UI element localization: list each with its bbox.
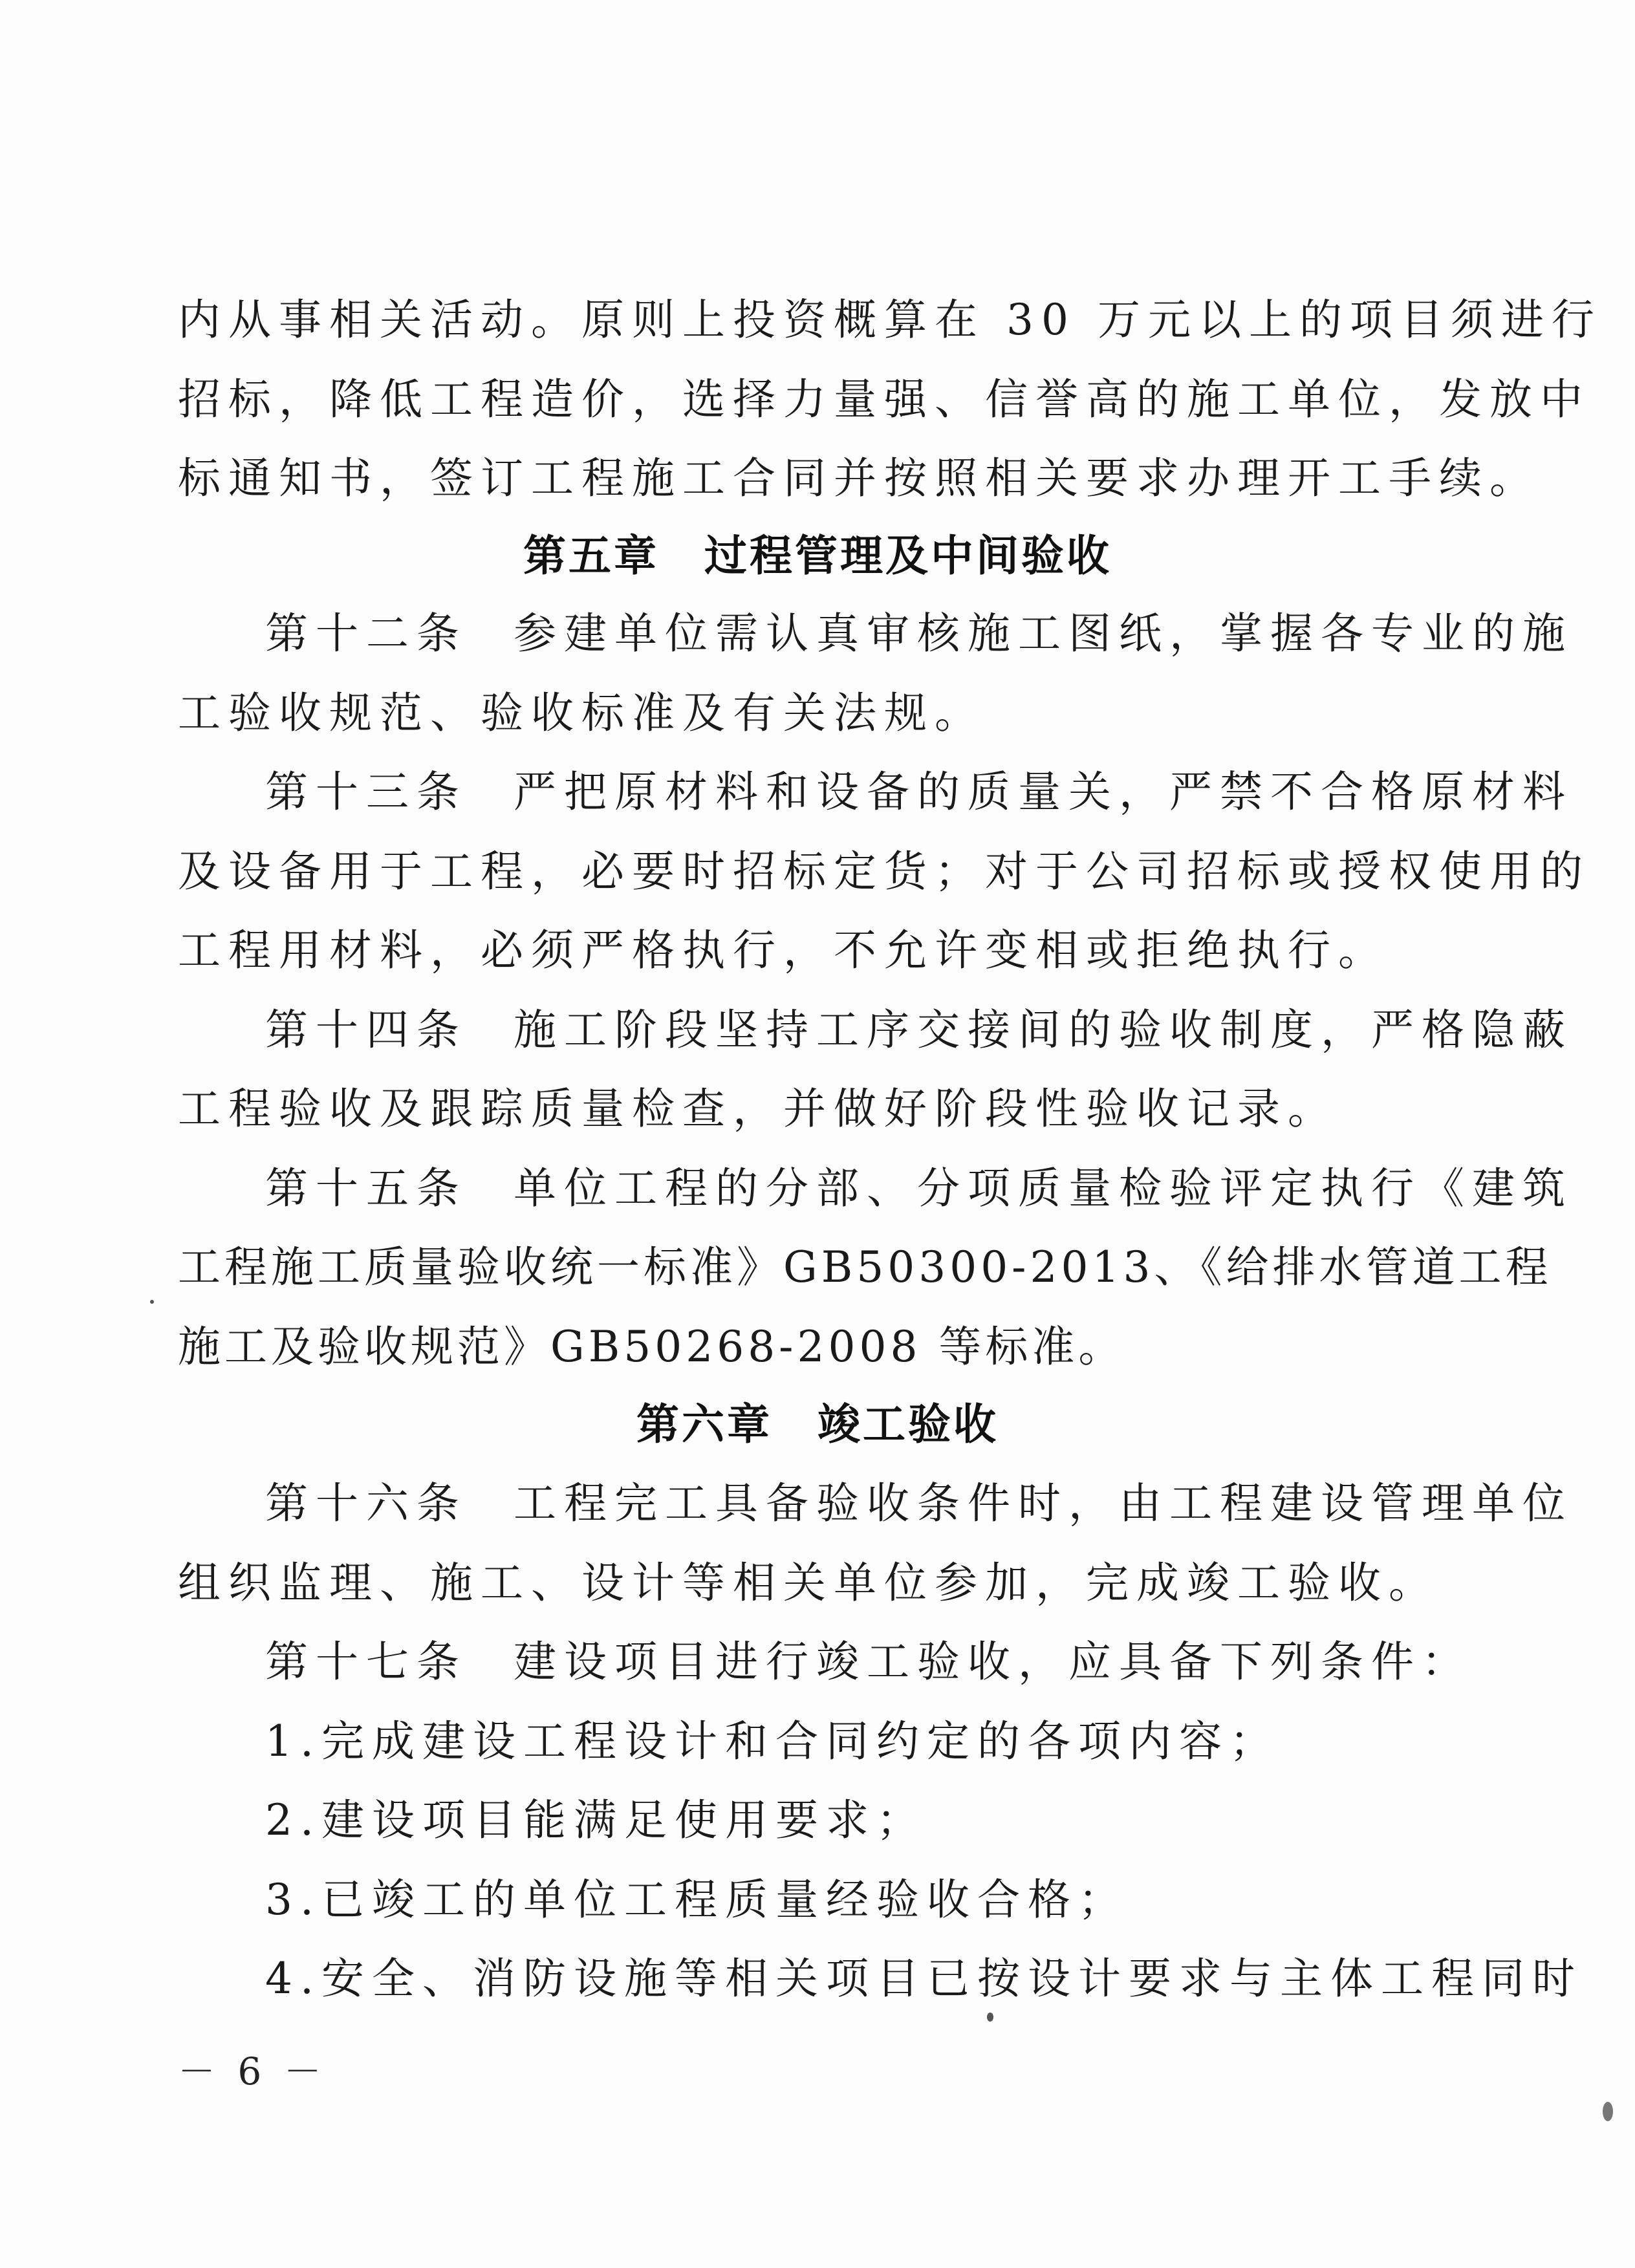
article-text: 严把原材料和设备的质量关，严禁不合格原材料: [514, 767, 1573, 817]
page-number: － 6 －: [178, 2049, 327, 2093]
chapter-heading: 第五章 过程管理及中间验收: [523, 531, 1112, 581]
list-item: 1.完成建设工程设计和合同约定的各项内容；: [265, 1716, 1280, 1766]
article-17: [265, 1636, 1472, 1688]
paragraph-line: 组织监理、施工、设计等相关单位参加，完成竣工验收。: [178, 1558, 1439, 1608]
scan-speck: [987, 2013, 993, 2022]
list-item: 4.安全、消防设施等相关项目已按设计要求与主体工程同时: [265, 1954, 1583, 2003]
paragraph-line: 工验收规范、验收标准及有关法规。: [178, 688, 985, 738]
paragraph-line: 内从事相关活动。原则上投资概算在 30 万元以上的项目须进行: [178, 295, 1602, 345]
article-number: 第十六条: [265, 1478, 467, 1528]
article-text: 施工阶段坚持工序交接间的验收制度，严格隐蔽: [514, 1005, 1573, 1055]
paragraph-line: 标通知书，签订工程施工合同并按照相关要求办理开工手续。: [178, 453, 1540, 503]
article-number: 第十三条: [265, 767, 467, 817]
article-number: 第十二条: [265, 609, 467, 658]
paragraph-line: 工程用材料，必须严格执行，不允许变相或拒绝执行。: [178, 925, 1389, 975]
paragraph-line: 工程施工质量验收统一标准》GB50300-2013、《给排水管道工程: [178, 1242, 1552, 1292]
article-16: [265, 1478, 1573, 1529]
article-13: [265, 766, 1573, 818]
list-item: 3.已竣工的单位工程质量经验收合格；: [265, 1875, 1129, 1925]
article-number: 第十四条: [265, 1005, 467, 1055]
article-number: 第十五条: [265, 1163, 467, 1213]
paragraph-line: 施工及验收规范》GB50268-2008 等标准。: [178, 1322, 1125, 1372]
article-text: 参建单位需认真审核施工图纸，掌握各专业的施: [514, 609, 1573, 658]
paragraph-line: 招标，降低工程造价，选择力量强、信誉高的施工单位，发放中: [178, 374, 1590, 424]
scan-speck: [150, 1300, 154, 1304]
article-text: 建设项目进行竣工验收，应具备下列条件：: [514, 1637, 1472, 1687]
chapter-heading: 第六章 竣工验收: [636, 1399, 999, 1449]
article-15: [265, 1163, 1573, 1215]
article-text: 工程完工具备验收条件时，由工程建设管理单位: [514, 1478, 1573, 1528]
paragraph-line: 工程验收及跟踪质量检查，并做好阶段性验收记录。: [178, 1084, 1338, 1134]
list-item: 2.建设项目能满足使用要求；: [265, 1795, 927, 1845]
scan-speck: [1603, 2102, 1613, 2121]
article-12: [265, 608, 1573, 660]
article-text: 单位工程的分部、分项质量检验评定执行《建筑: [514, 1163, 1573, 1213]
article-number: 第十七条: [265, 1637, 467, 1687]
article-14: [265, 1004, 1573, 1056]
paragraph-line: 及设备用于工程，必要时招标定货；对于公司招标或授权使用的: [178, 847, 1590, 896]
